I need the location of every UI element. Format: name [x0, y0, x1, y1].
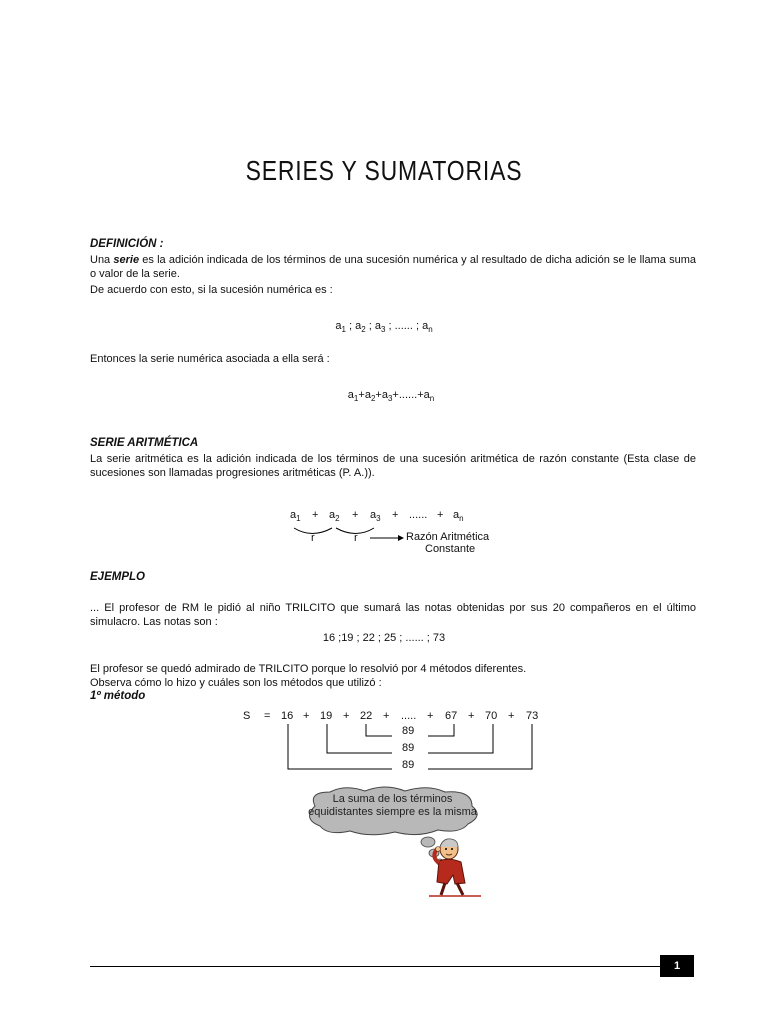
sum-s: S: [243, 710, 251, 722]
aritmetica-heading: SERIE ARITMÉTICA: [90, 437, 199, 449]
bubble-line-1: La suma de los términos: [332, 793, 453, 805]
term-67: 67: [445, 710, 458, 722]
ratio-r1: r: [311, 532, 315, 544]
thinking-man-icon: [425, 835, 485, 900]
plus-sign: +: [437, 509, 444, 521]
ejemplo-paragraph-3: Observa cómo lo hizo y cuáles son los métodos que utilizó :: [90, 677, 382, 689]
sum-diagram: [240, 708, 550, 778]
term-16: 16: [281, 710, 294, 722]
serie-term: serie: [113, 254, 140, 266]
plus-sign: +: [303, 710, 310, 722]
aritmetica-paragraph: La serie aritmética es la adición indicada de los términos de una sucesión aritmética de razón constante (Esta clase de sucesiones son llamadas progresiones aritméticas (P. A.)).: [90, 453, 696, 479]
plus-sign: +: [508, 710, 515, 722]
footer-rule: [90, 966, 660, 967]
arithmetic-diagram: [280, 505, 520, 560]
page-number: 1: [660, 955, 694, 977]
plus-sign: +: [427, 710, 434, 722]
definicion-heading: DEFINICIÓN :: [90, 238, 164, 250]
pair-sum-2: 89: [402, 742, 415, 754]
plus-sign: +: [312, 509, 319, 521]
notas-list: 16 ;19 ; 22 ; 25 ; ...... ; 73: [322, 632, 446, 644]
ejemplo-paragraph: ... El profesor de RM le pidió al niño TRILCITO que sumará las notas obtenidas por sus 20 compañeros en el último simulacro. Las notas son :: [90, 602, 696, 628]
plus-sign: +: [343, 710, 350, 722]
term-a1: $a_1$: [290, 509, 301, 523]
pair-brackets: [240, 708, 550, 778]
term-19: 19: [320, 710, 333, 722]
term-an: $a_n$: [453, 509, 464, 523]
plus-sign: +: [352, 509, 359, 521]
pair-sum-3: 89: [402, 759, 415, 771]
term-22: 22: [360, 710, 373, 722]
definicion-paragraph: Una serie es la adición indicada de los términos de una sucesión numérica y al resultado de dicha adición se le llama suma o valor de la serie.: [90, 254, 696, 280]
page-title: SERIES Y SUMATORIAS: [245, 155, 523, 186]
ejemplo-paragraph-2: El profesor se quedó admirado de TRILCITO porque lo resolvió por 4 métodos diferentes.: [90, 663, 527, 675]
pair-sum-1: 89: [402, 725, 415, 737]
term-73: 73: [526, 710, 539, 722]
term-a2: $a_2$: [329, 509, 340, 523]
equals-sign: =: [264, 710, 271, 722]
razon-label: Razón Aritmética: [406, 531, 490, 543]
term-a3: $a_3$: [370, 509, 381, 523]
definicion-paragraph-3: Entonces la serie numérica asociada a ella será :: [90, 353, 330, 365]
term-70: 70: [485, 710, 498, 722]
dots: ......: [409, 509, 428, 521]
dots: .....: [401, 710, 417, 722]
constante-label: Constante: [425, 543, 476, 555]
plus-sign: +: [392, 509, 399, 521]
sequence-formula: $a_1$ ; $a_2$ ; $a_3$ ; ...... ; $a_n$: [335, 320, 433, 334]
thought-bubble-text: [300, 793, 485, 819]
ejemplo-heading: EJEMPLO: [90, 571, 145, 583]
definicion-paragraph-2: De acuerdo con esto, si la sucesión numérica es :: [90, 284, 333, 296]
plus-sign: +: [468, 710, 475, 722]
metodo-heading: 1º método: [90, 690, 146, 702]
bubble-line-2: equidistantes siempre es la misma: [308, 806, 477, 818]
plus-sign: +: [383, 710, 390, 722]
ratio-r2: r: [354, 532, 358, 544]
series-formula: $a_1+a_2+a_3+......+a_n$: [347, 389, 435, 403]
